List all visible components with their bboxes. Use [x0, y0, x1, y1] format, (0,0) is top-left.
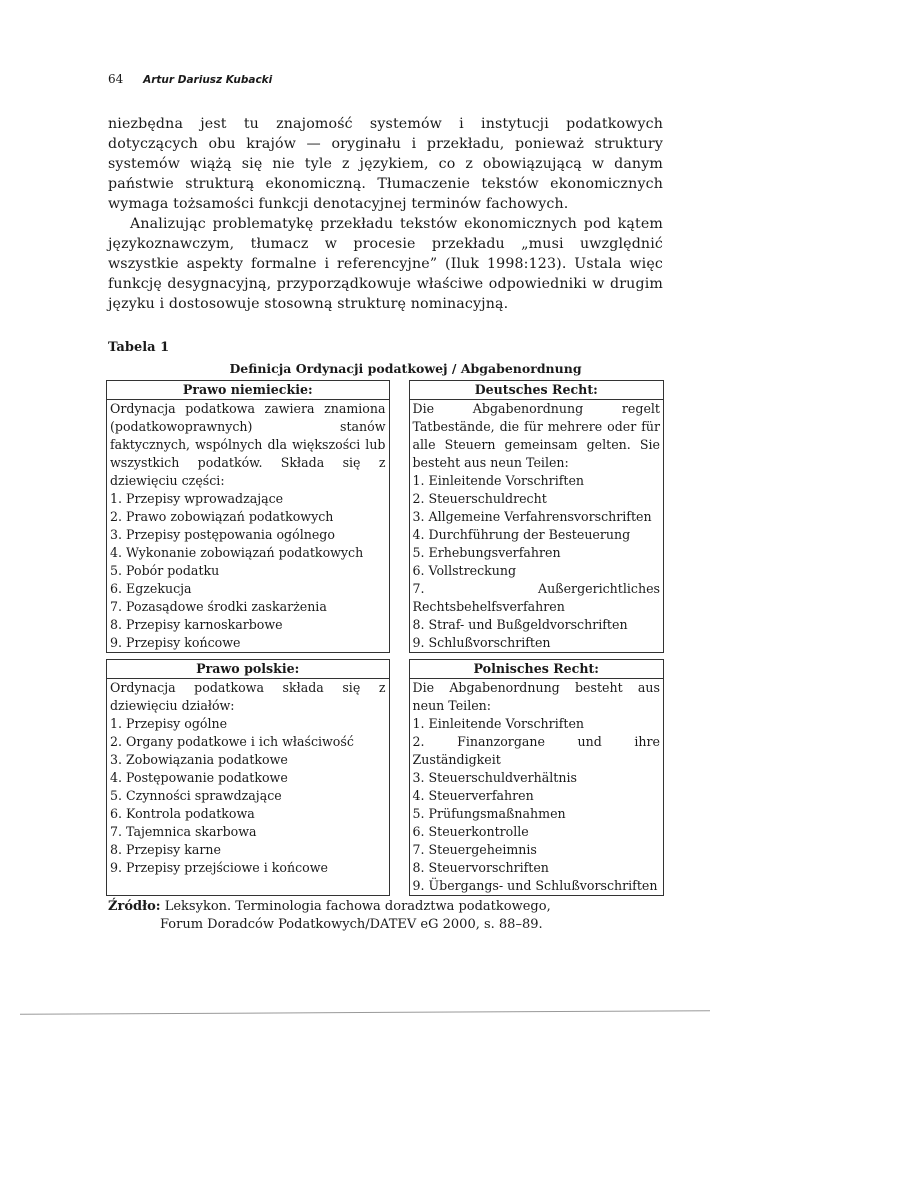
source-label: Źródło:: [108, 899, 161, 914]
list-item: 5. Erhebungsverfahren: [412, 545, 561, 560]
table-row: [107, 400, 664, 653]
list-item: 4. Wykonanie zobowiązań podatkowych: [110, 545, 364, 560]
paragraph: niezbędna jest tu znajomość systemów i instytucji podatkowych dotyczących obu krajów — oryginału i przekładu, ponieważ struktury systemów wiążą się nie tyle z językiem, co z obowiązującą w danym państwie strukturą ekonomiczną. Tłumaczenie tekstów ekonomicznych wymaga tożsamości funkcji denotacyjnej terminów fachowych.: [108, 116, 663, 212]
list-item: 8. Steuervorschriften: [412, 860, 549, 875]
table-header-row: [107, 660, 664, 679]
list-item: 7. Pozasądowe środki zaskarżenia: [110, 599, 327, 614]
list-item: 4. Durchführung der Besteuerung: [412, 527, 631, 542]
cell-intro: Ordynacja podatkowa zawiera znamiona (podatkowoprawnych) stanów faktycznych, wspólnych dla większości lub wszystkich podatków. Składa się z dziewięciu części:: [110, 401, 386, 488]
cell-intro: Ordynacja podatkowa składa się z dziewięciu działów:: [110, 680, 386, 713]
running-header: [108, 72, 663, 86]
list-item: 3. Przepisy postępowania ogólnego: [110, 527, 335, 542]
list-item: 5. Prüfungsmaßnahmen: [412, 806, 566, 821]
list-item: 8. Straf- und Bußgeldvorschriften: [412, 617, 628, 632]
table-caption: Definicja Ordynacji podatkowej / Abgabenordnung: [229, 361, 582, 376]
list-item: 6. Egzekucja: [110, 581, 192, 596]
cell-intro: Die Abgabenordnung regelt Tatbestände, die für mehrere oder für alle Steuern gemeinsam gelten. Sie besteht aus neun Teilen:: [412, 401, 660, 470]
list-item: 8. Przepisy karnoskarbowe: [110, 617, 283, 632]
list-item: 1. Einleitende Vorschriften: [412, 716, 585, 731]
column-gap: [389, 660, 409, 679]
table-row: [107, 679, 664, 896]
list-item: 7. Außergerichtliches Rechtsbehelfsverfahren: [412, 581, 660, 614]
list-item: 1. Przepisy ogólne: [110, 716, 228, 731]
cell-polish-law: [107, 679, 390, 896]
section-spacer: [107, 653, 664, 660]
list-item: 6. Steuerkontrolle: [412, 824, 529, 839]
table-label: Tabela 1: [108, 340, 170, 355]
list-item: 3. Zobowiązania podatkowe: [110, 752, 288, 767]
page-body: [108, 72, 663, 934]
list-item: 5. Czynności sprawdzające: [110, 788, 282, 803]
header-german-law: Prawo niemieckie:: [107, 381, 390, 400]
source-line-1: Leksykon. Terminologia fachowa doradztwa podatkowego,: [164, 899, 551, 914]
cell-polnisches-recht: [409, 679, 664, 896]
list-item: 5. Pobór podatku: [110, 563, 220, 578]
cell-deutsches-recht: [409, 400, 664, 653]
list-item: 3. Allgemeine Verfahrensvorschriften: [412, 509, 652, 524]
table-source: [108, 898, 663, 934]
cell-german-law: [107, 400, 390, 653]
column-gap: [389, 381, 409, 400]
list-item: 1. Einleitende Vorschriften: [412, 473, 585, 488]
list-item: 3. Steuerschuldverhältnis: [412, 770, 577, 785]
list-item: 2. Organy podatkowe i ich właściwość: [110, 734, 354, 749]
list-item: 7. Tajemnica skarbowa: [110, 824, 257, 839]
page-number: 64: [108, 72, 124, 86]
list-item: 1. Przepisy wprowadzające: [110, 491, 284, 506]
list-item: 4. Steuerverfahren: [412, 788, 534, 803]
column-gap: [389, 400, 409, 653]
list-item: 4. Postępowanie podatkowe: [110, 770, 288, 785]
list-item: 9. Schlußvorschriften: [412, 635, 551, 650]
list-item: 2. Prawo zobowiązań podatkowych: [110, 509, 334, 524]
list-item: 6. Vollstreckung: [412, 563, 517, 578]
list-item: 9. Übergangs- und Schlußvorschriften: [412, 878, 658, 893]
list-item: 9. Przepisy przejściowe i końcowe: [110, 860, 328, 875]
list-item: 2. Finanzorgane und ihre Zuständigkeit: [412, 734, 660, 767]
column-gap: [389, 679, 409, 896]
comparison-table: [106, 380, 664, 896]
header-polish-law: Prawo polskie:: [107, 660, 390, 679]
list-item: 2. Steuerschuldrecht: [412, 491, 547, 506]
list-item: 7. Steuergeheimnis: [412, 842, 537, 857]
source-line-2: Forum Doradców Podatkowych/DATEV eG 2000, s. 88–89.: [160, 917, 543, 932]
table-header-row: [107, 381, 664, 400]
cell-intro: Die Abgabenordnung besteht aus neun Teilen:: [412, 680, 660, 713]
running-author: Artur Dariusz Kubacki: [143, 74, 273, 86]
list-item: 8. Przepisy karne: [110, 842, 221, 857]
scan-artifact-line: [20, 1010, 710, 1015]
paragraph: Analizując problematykę przekładu tekstów ekonomicznych pod kątem językoznawczym, tłumacz w procesie przekładu „musi uwzględnić wszystkie aspekty formalne i referencyjne” (Iluk 1998:123). Ustala więc funkcję desygnacyjną, przyporządkowuje właściwe odpowiedniki w drugim języku i dostosowuje stosowną strukturę nominacyjną.: [108, 216, 663, 312]
list-item: 9. Przepisy końcowe: [110, 635, 241, 650]
header-deutsches-recht: Deutsches Recht:: [409, 381, 664, 400]
list-item: 6. Kontrola podatkowa: [110, 806, 255, 821]
header-polnisches-recht: Polnisches Recht:: [409, 660, 664, 679]
